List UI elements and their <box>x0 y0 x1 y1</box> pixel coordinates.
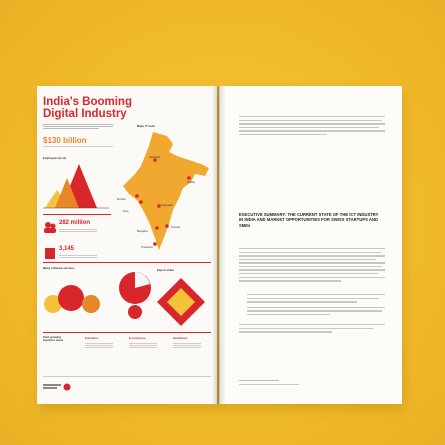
count-stat: 3,145 <box>59 246 75 252</box>
revenue-sub <box>43 145 113 148</box>
city-dot <box>165 224 169 228</box>
growth-stat: 282 million <box>59 220 91 226</box>
growth-sub <box>59 228 97 233</box>
city-label-4: Hyderabad <box>161 204 173 207</box>
count-sub <box>59 254 97 259</box>
book-gutter <box>212 86 226 404</box>
city-dot <box>139 200 143 204</box>
city-label-5: Chennai <box>171 226 180 229</box>
city-dot <box>135 194 139 198</box>
diamond-chart <box>155 276 207 328</box>
map-shape <box>123 132 209 250</box>
footer-text-1 <box>85 342 113 349</box>
bubble-chart <box>43 274 105 320</box>
city-label-6: Bangalore <box>137 230 148 233</box>
city-label-1: New Delhi <box>149 156 160 159</box>
pie-chart <box>115 268 155 328</box>
business-label: Tech growing business areas <box>43 335 64 343</box>
hubs-label: Major IT hubs <box>137 124 156 128</box>
body-paragraph-1 <box>239 248 385 284</box>
exports-label: Export share <box>157 268 175 272</box>
intro-paragraph <box>239 116 385 137</box>
city-label-7: Pune <box>123 210 129 213</box>
infographic-title-line-2: Digital Industry <box>43 108 127 120</box>
divider-1 <box>43 214 111 215</box>
right-page-text <box>219 86 402 404</box>
footer-text-3 <box>173 342 201 349</box>
city-dot <box>153 242 157 246</box>
footer-ecommerce: E-commerce <box>129 336 146 340</box>
employees-label: Employees (in m) <box>43 156 67 160</box>
city-dot <box>187 176 191 180</box>
publisher-logo-icon <box>43 382 73 392</box>
footer-education: Education <box>85 336 99 340</box>
footnote <box>239 384 299 385</box>
executive-summary-heading: EXECUTIVE SUMMARY: THE CURRENT STATE OF THE ICT INDUSTRY IN INDIA AND MARKET OPPORTUNITIES FOR SWISS STARTUPS AND SMEs <box>239 212 379 228</box>
revenue-stat: $130 billion <box>43 136 87 145</box>
body-paragraph-2 <box>239 324 385 335</box>
divider-3 <box>43 332 211 333</box>
divider-2 <box>43 262 211 263</box>
divider-4 <box>43 376 211 377</box>
employees-triangle-chart <box>43 160 113 212</box>
india-map <box>115 130 213 254</box>
intro-text-block <box>43 123 113 130</box>
footnote-rule <box>239 380 279 381</box>
footer-healthcare: Healthcare <box>173 336 188 340</box>
services-label: Many software services <box>43 266 75 270</box>
group-icon <box>43 220 57 234</box>
city-label-3: Mumbai <box>117 198 126 201</box>
infographic-title-line-1: India's Booming <box>43 96 132 108</box>
bullet-list <box>247 294 385 317</box>
building-icon <box>43 246 57 260</box>
left-page-infographic <box>37 86 217 404</box>
city-label-8: Trivandrum <box>141 246 153 249</box>
city-label-2: Kolkata <box>187 181 195 184</box>
footer-text-2 <box>129 342 157 349</box>
city-dot <box>155 226 159 230</box>
